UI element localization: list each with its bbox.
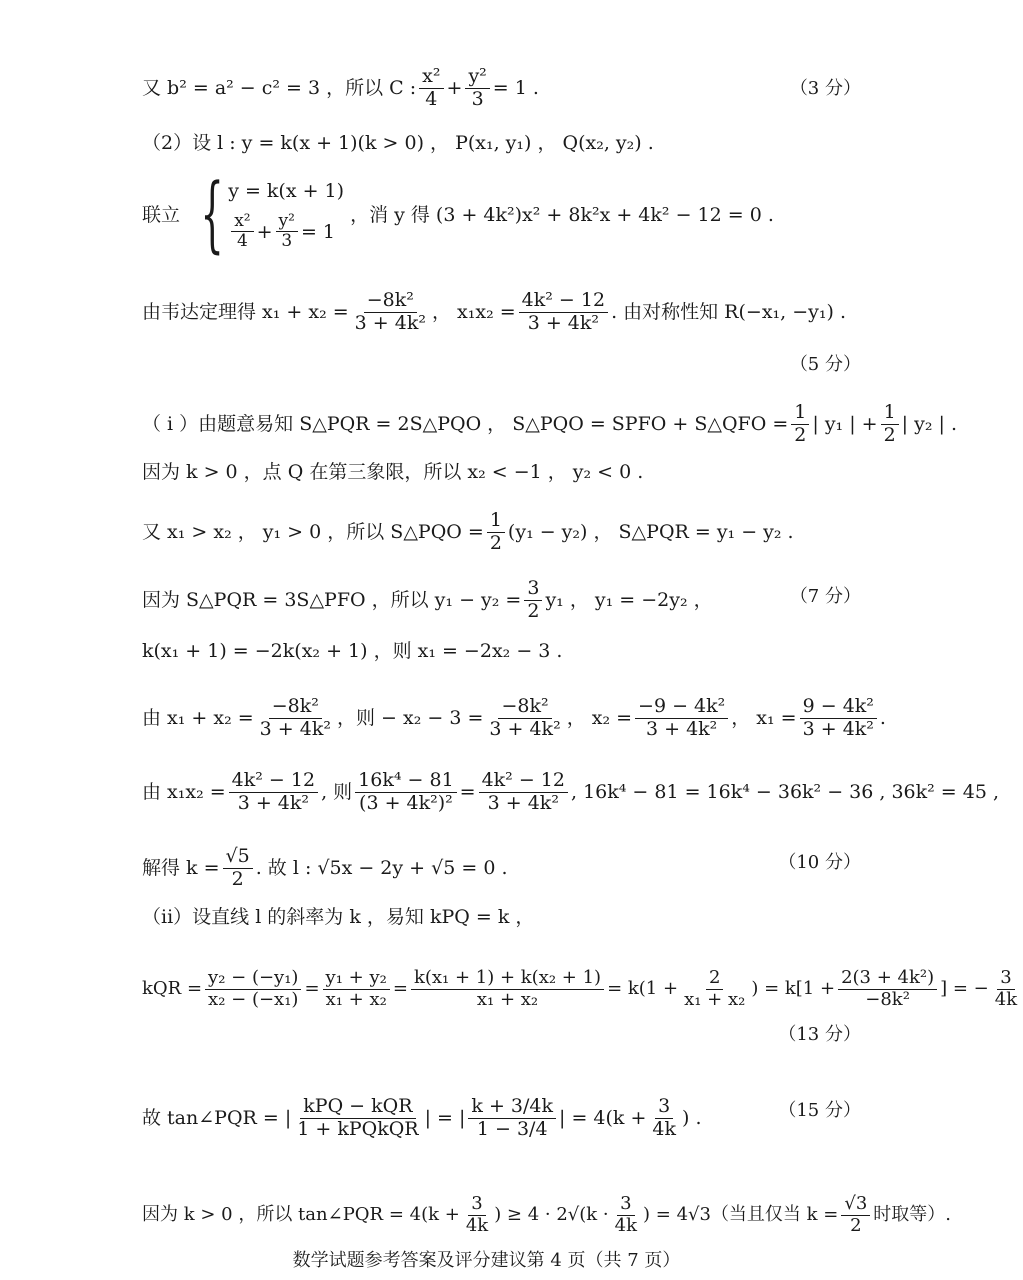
fraction — [419, 66, 443, 111]
numerator: 4k² − 12 — [479, 770, 568, 793]
line-area-relation — [142, 402, 957, 447]
denominator: 3 + 4k² — [527, 311, 600, 334]
fraction — [479, 770, 568, 815]
denominator: 4k — [994, 988, 1018, 1010]
numerator: −9 − 4k² — [635, 696, 728, 719]
text: 由韦达定理得 x₁ + x₂ = — [142, 301, 349, 324]
line-tan — [142, 1096, 702, 1141]
text: 联立 — [142, 204, 181, 226]
denominator: 2 — [794, 423, 807, 446]
line-part-ii — [142, 904, 534, 930]
fraction — [487, 510, 505, 555]
text: （ii）设直线 l 的斜率为 k ，易知 kPQ = k ， — [142, 906, 535, 928]
fraction — [838, 968, 937, 1010]
text: 由 x₁x₂ = — [142, 781, 226, 804]
denominator: 4 — [425, 87, 438, 110]
fraction — [355, 770, 456, 815]
numerator: 16k⁴ − 81 — [355, 770, 456, 793]
numerator: y² — [276, 212, 298, 233]
system-body — [228, 174, 344, 256]
text: , 16k⁴ − 81 = 16k⁴ − 36k² − 36 , 36k² = 45 , — [570, 781, 1000, 804]
numerator: y₁ + y₂ — [323, 968, 390, 990]
numerator: 1 — [487, 510, 505, 533]
score-label: （10 分） — [778, 852, 861, 873]
fraction — [841, 1194, 870, 1236]
denominator: 3 + 4k² — [489, 717, 561, 740]
fraction — [881, 402, 899, 447]
denominator: 2 — [527, 599, 540, 622]
fraction — [468, 1096, 556, 1141]
denominator: 4 — [236, 231, 248, 252]
denominator: 3 + 4k² — [259, 717, 331, 740]
line-solve-x — [142, 696, 886, 741]
numerator: 2 — [706, 968, 723, 990]
denominator: 2 — [883, 423, 896, 446]
line-inequality — [142, 1194, 951, 1236]
line-system — [142, 167, 774, 262]
fraction — [519, 290, 608, 335]
numerator: k + 3/4k — [468, 1096, 556, 1119]
numerator: −8k² — [269, 696, 322, 719]
score-label: （13 分） — [778, 1024, 861, 1045]
fraction — [463, 1194, 491, 1236]
text: = k(1 + — [607, 978, 679, 1000]
score-label: （15 分） — [778, 1100, 861, 1121]
denominator: 4k — [614, 1214, 638, 1236]
system-row — [228, 212, 344, 252]
numerator: √5 — [223, 846, 253, 869]
fraction — [486, 696, 563, 741]
text: , 则 — [321, 781, 353, 804]
text: . 故 l : √5x − 2y + √5 = 0 . — [255, 857, 508, 880]
score-label: （5 分） — [789, 354, 861, 375]
text: ] = − — [940, 978, 989, 1000]
text: ， x₂ = — [566, 707, 633, 730]
text: | = | — [424, 1107, 466, 1130]
numerator: y² — [465, 66, 489, 89]
text: 故 tan∠PQR = | — [142, 1107, 292, 1130]
numerator: k(x₁ + 1) + k(x₂ + 1) — [411, 968, 604, 990]
text: + — [446, 77, 463, 100]
fraction — [649, 1096, 679, 1141]
numerator: x² — [231, 212, 253, 233]
denominator: 4k — [465, 1214, 489, 1236]
numerator: 3 — [524, 578, 542, 601]
text: kQR = — [142, 978, 203, 1000]
numerator: 9 − 4k² — [800, 696, 877, 719]
text: （ i ）由题意易知 S△PQR = 2S△PQO ， S△PQO = SPFO + S△QFO = — [142, 413, 789, 436]
denominator: 3 + 4k² — [802, 717, 874, 740]
text: k(x₁ + 1) = −2k(x₂ + 1) ，则 x₁ = −2x₂ − 3 . — [142, 640, 563, 662]
denominator: 3 + 4k² — [487, 791, 559, 814]
text: | y₂ | . — [901, 413, 957, 436]
numerator: −8k² — [498, 696, 551, 719]
denominator: −8k² — [865, 988, 910, 1010]
denominator: 3 — [281, 231, 293, 252]
denominator: 3 + 4k² — [645, 717, 718, 740]
text: = — [392, 978, 408, 1000]
text: = — [459, 781, 476, 804]
system-row — [228, 178, 344, 204]
text: 时取等）. — [873, 1204, 952, 1226]
numerator: −8k² — [364, 290, 417, 313]
fraction — [635, 696, 728, 741]
fraction — [681, 968, 748, 1010]
denominator: 1 + kPQkQR — [297, 1117, 419, 1140]
text: y₁ ， y₁ = −2y₂ ， — [545, 589, 713, 612]
text: （2）设 l : y = k(x + 1)(k > 0) ， P(x₁, y₁) ， Q(x₂, y₂) . — [142, 132, 654, 154]
fraction — [524, 578, 542, 623]
line-k-result — [142, 846, 508, 891]
fraction — [231, 212, 253, 252]
numerator: 4k² − 12 — [519, 290, 608, 313]
numerator: 3 — [468, 1194, 485, 1216]
line-quadrant — [142, 459, 643, 485]
denominator: x₁ + x₂ — [325, 988, 387, 1010]
denominator: x₁ + x₂ — [476, 988, 539, 1010]
denominator: 1 − 3/4 — [476, 1117, 548, 1140]
text: y = k(x + 1) — [228, 179, 345, 202]
text: 又 b² = a² − c² = 3 ，所以 C : — [142, 77, 417, 100]
fraction — [257, 696, 334, 741]
text: 因为 k > 0 ，所以 tan∠PQR = 4(k + — [142, 1204, 460, 1226]
text: + — [256, 220, 273, 243]
text: 因为 S△PQR = 3S△PFO ，所以 y₁ − y₂ = — [142, 589, 522, 612]
denominator: 2 — [850, 1214, 862, 1236]
denominator: (3 + 4k²)² — [359, 791, 453, 814]
text: 解得 k = — [142, 857, 220, 880]
text: = 1 . — [492, 77, 539, 100]
denominator: 4k — [652, 1117, 676, 1140]
text: ， x₁ = — [731, 707, 797, 730]
fraction — [800, 696, 877, 741]
text: = — [304, 978, 320, 1000]
text: . 由对称性知 R(−x₁, −y₁) . — [611, 301, 846, 324]
text: 因为 k > 0 ，点 Q 在第三象限，所以 x₂ < −1 ， y₂ < 0 . — [142, 461, 644, 483]
numerator: √3 — [841, 1194, 870, 1216]
text: = 1 — [300, 220, 335, 243]
text: 又 x₁ > x₂ ， y₁ > 0 ，所以 S△PQO = — [142, 521, 484, 544]
text: ) . — [682, 1107, 702, 1130]
line-solve-k — [142, 770, 999, 815]
fraction — [205, 968, 301, 1010]
denominator: x₂ − (−x₁) — [208, 988, 299, 1010]
line-part2-setup — [142, 130, 654, 156]
text: ，则 − x₂ − 3 = — [336, 707, 484, 730]
numerator: x² — [419, 66, 443, 89]
brace: { — [200, 167, 224, 262]
fraction — [229, 770, 318, 815]
denominator: 3 — [471, 87, 484, 110]
page-footer: 数学试题参考答案及评分建议第 4 页（共 7 页） — [292, 1250, 681, 1271]
fraction — [352, 290, 429, 335]
text: . — [879, 707, 886, 730]
numerator: 3 — [655, 1096, 673, 1119]
fraction — [223, 846, 253, 891]
fraction — [465, 66, 489, 111]
numerator: 2(3 + 4k²) — [838, 968, 937, 990]
text: | y₁ | + — [812, 413, 878, 436]
text: ) = 4√3（当且仅当 k = — [643, 1204, 839, 1226]
line-vieta — [142, 290, 846, 335]
line-ellipse-equation — [142, 66, 539, 111]
line-area-ratio — [142, 578, 713, 623]
text: ， x₁x₂ = — [431, 301, 516, 324]
equation-system — [186, 167, 345, 262]
numerator: kPQ − kQR — [300, 1096, 415, 1119]
denominator: 3 + 4k² — [237, 791, 310, 814]
fraction — [294, 1096, 421, 1141]
text: ，消 y 得 (3 + 4k²)x² + 8k²x + 4k² − 12 = 0 . — [350, 204, 774, 226]
numerator: 1 — [791, 402, 809, 425]
line-kqr — [142, 968, 1023, 1010]
fraction — [411, 968, 604, 1010]
fraction — [276, 212, 298, 252]
numerator: y₂ − (−y₁) — [205, 968, 301, 990]
score-label: （3 分） — [789, 78, 861, 99]
denominator: 2 — [489, 531, 502, 554]
text: (y₁ − y₂) ， S△PQR = y₁ − y₂ . — [507, 521, 794, 544]
numerator: 3 — [997, 968, 1014, 990]
score-label: （7 分） — [789, 586, 861, 607]
line-x-relation — [142, 638, 562, 664]
numerator: 1 — [881, 402, 899, 425]
text: | = 4(k + — [559, 1107, 647, 1130]
fraction — [612, 1194, 640, 1236]
fraction — [791, 402, 809, 447]
fraction — [992, 968, 1020, 1010]
line-area-pqo — [142, 510, 794, 555]
denominator: 3 + 4k² — [354, 311, 426, 334]
fraction — [323, 968, 390, 1010]
denominator: x₁ + x₂ — [684, 988, 746, 1010]
text: ) = k[1 + — [751, 978, 836, 1000]
numerator: 4k² − 12 — [229, 770, 318, 793]
denominator: 2 — [231, 867, 244, 890]
text: 由 x₁ + x₂ = — [142, 707, 254, 730]
numerator: 3 — [617, 1194, 634, 1216]
text: ) ≥ 4 · 2√(k · — [494, 1204, 609, 1226]
